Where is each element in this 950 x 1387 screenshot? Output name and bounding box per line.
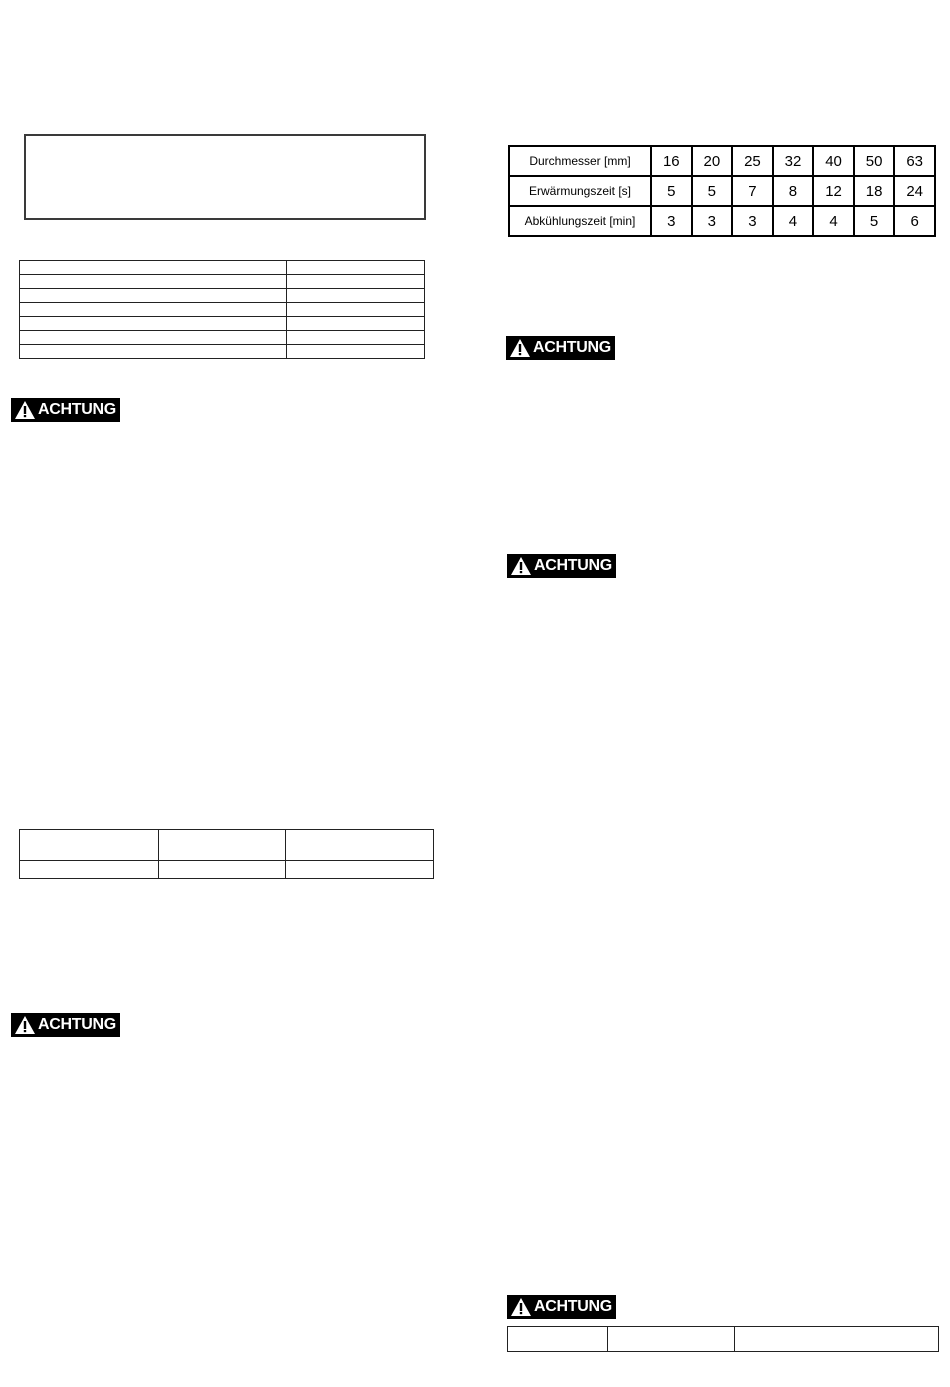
row-label: Durchmesser [mm] [509, 146, 651, 176]
table-row [20, 830, 434, 861]
table-cell: 50 [854, 146, 895, 176]
table-cell: 4 [773, 206, 814, 236]
warning-triangle-icon [14, 1015, 36, 1035]
table-cell: 3 [732, 206, 773, 236]
table-cell: 63 [894, 146, 935, 176]
warning-banner [506, 336, 615, 360]
table-cell: 5 [854, 206, 895, 236]
warning-triangle-icon [510, 1297, 532, 1317]
warning-banner [507, 1295, 616, 1319]
spec-table [19, 260, 425, 359]
table-row [508, 1327, 939, 1352]
warning-banner [507, 554, 616, 578]
small-table [19, 829, 434, 879]
warning-label: ACHTUNG [534, 1298, 612, 1315]
notice-box [24, 134, 426, 220]
table-row [20, 861, 434, 879]
table-row [20, 261, 425, 275]
bottom-table [507, 1326, 939, 1352]
parameter-table [508, 145, 936, 237]
table-row [20, 289, 425, 303]
table-row [20, 303, 425, 317]
table-cell: 8 [773, 176, 814, 206]
table-cell: 24 [894, 176, 935, 206]
table-row [509, 206, 935, 236]
warning-triangle-icon [509, 338, 531, 358]
warning-label: ACHTUNG [38, 1016, 116, 1033]
row-label: Abkühlungszeit [min] [509, 206, 651, 236]
row-label: Erwärmungszeit [s] [509, 176, 651, 206]
table-cell: 7 [732, 176, 773, 206]
table-row [509, 176, 935, 206]
table-cell: 32 [773, 146, 814, 176]
table-cell: 4 [813, 206, 854, 236]
warning-label: ACHTUNG [534, 557, 612, 574]
table-cell: 25 [732, 146, 773, 176]
table-cell: 20 [692, 146, 733, 176]
table-row [509, 146, 935, 176]
warning-triangle-icon [14, 400, 36, 420]
warning-label: ACHTUNG [38, 401, 116, 418]
table-cell: 16 [651, 146, 692, 176]
table-row [20, 331, 425, 345]
table-cell: 5 [692, 176, 733, 206]
warning-label: ACHTUNG [533, 339, 611, 356]
warning-banner [11, 1013, 120, 1037]
table-cell: 3 [651, 206, 692, 236]
table-row [20, 317, 425, 331]
table-cell: 12 [813, 176, 854, 206]
table-row [20, 345, 425, 359]
warning-triangle-icon [510, 556, 532, 576]
table-cell: 3 [692, 206, 733, 236]
table-cell: 40 [813, 146, 854, 176]
table-cell: 6 [894, 206, 935, 236]
table-cell: 18 [854, 176, 895, 206]
table-cell: 5 [651, 176, 692, 206]
warning-banner [11, 398, 120, 422]
table-row [20, 275, 425, 289]
